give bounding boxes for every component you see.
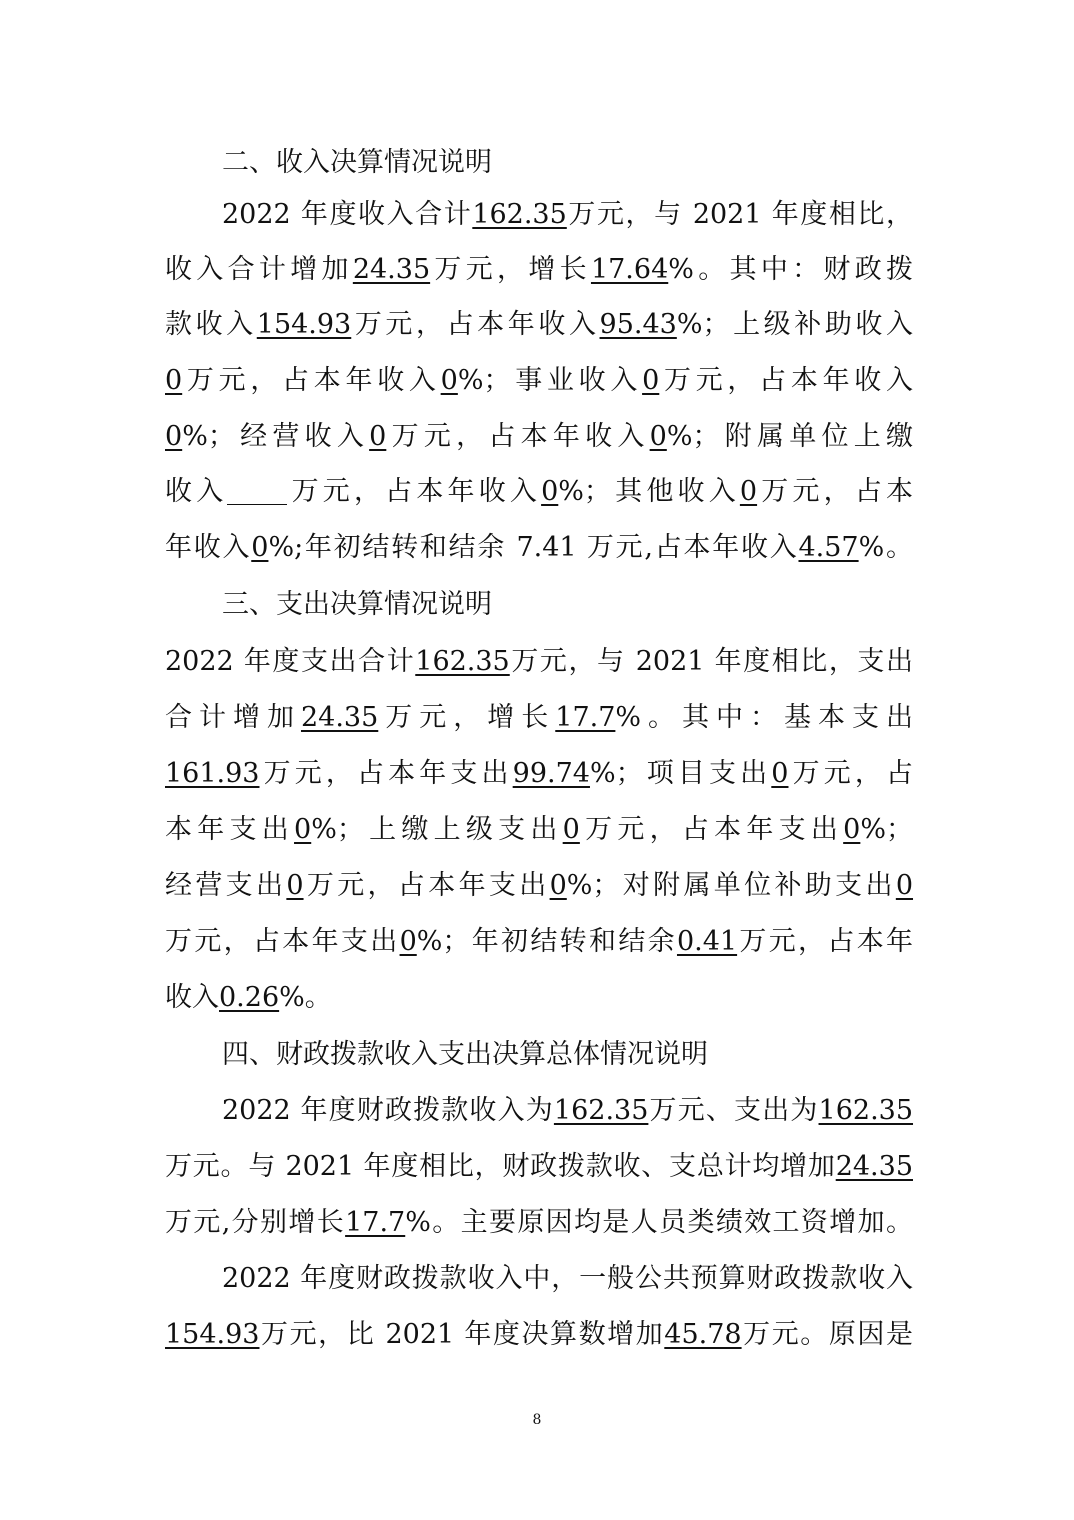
- paragraph-line: 2022 年度支出合计162.35万元，与 2021 年度相比，支出: [165, 646, 913, 677]
- section-heading-expense: 三、支出决算情况说明: [222, 589, 492, 620]
- paragraph-line: 161.93万元，占本年支出99.74%；项目支出0万元，占: [165, 758, 914, 789]
- paragraph-line: 万元，占本年支出0%；年初结转和结余0.41万元，占本年: [165, 926, 914, 957]
- paragraph-line: 收入 万元，占本年收入0%；其他收入0万元，占本: [165, 472, 913, 512]
- paragraph-line: 合计增加24.35万元，增长17.7%。其中：基本支出: [165, 702, 914, 733]
- section-heading-income: 二、收入决算情况说明: [222, 147, 492, 178]
- paragraph-line: 2022 年度财政拨款收入中，一般公共预算财政拨款收入: [222, 1263, 913, 1294]
- paragraph-line: 年收入0%;年初结转和结余 7.41 万元,占本年收入4.57%。: [165, 532, 914, 563]
- paragraph-line: 154.93万元，比 2021 年度决算数增加45.78万元。原因是: [165, 1319, 913, 1350]
- paragraph-line: 经营支出0万元，占本年支出0%；对附属单位补助支出0: [165, 870, 914, 901]
- paragraph-line: 收入合计增加24.35万元，增长17.64%。其中：财政拨: [165, 254, 914, 285]
- paragraph-line: 0%；经营收入0万元，占本年收入0%；附属单位上缴: [165, 421, 914, 452]
- section-heading-fiscal: 四、财政拨款收入支出决算总体情况说明: [222, 1039, 708, 1070]
- paragraph-line: 0万元，占本年收入0%；事业收入0万元，占本年收入: [165, 365, 914, 396]
- paragraph-line: 2022 年度收入合计162.35万元，与 2021 年度相比，: [222, 199, 913, 230]
- paragraph-line: 收入0.26%。: [165, 982, 332, 1013]
- paragraph-line: 2022 年度财政拨款收入为162.35万元、支出为162.35: [222, 1095, 914, 1126]
- paragraph-line: 本年支出0%；上缴上级支出0万元，占本年支出0%；: [165, 814, 914, 845]
- paragraph-line: 万元,分别增长17.7%。主要原因均是人员类绩效工资增加。: [165, 1207, 913, 1238]
- paragraph-line: 款收入154.93万元，占本年收入95.43%；上级补助收入: [165, 309, 914, 340]
- paragraph-line: 万元。与 2021 年度相比，财政拨款收、支总计均增加24.35: [165, 1151, 913, 1182]
- page-number: 8: [532, 1412, 542, 1428]
